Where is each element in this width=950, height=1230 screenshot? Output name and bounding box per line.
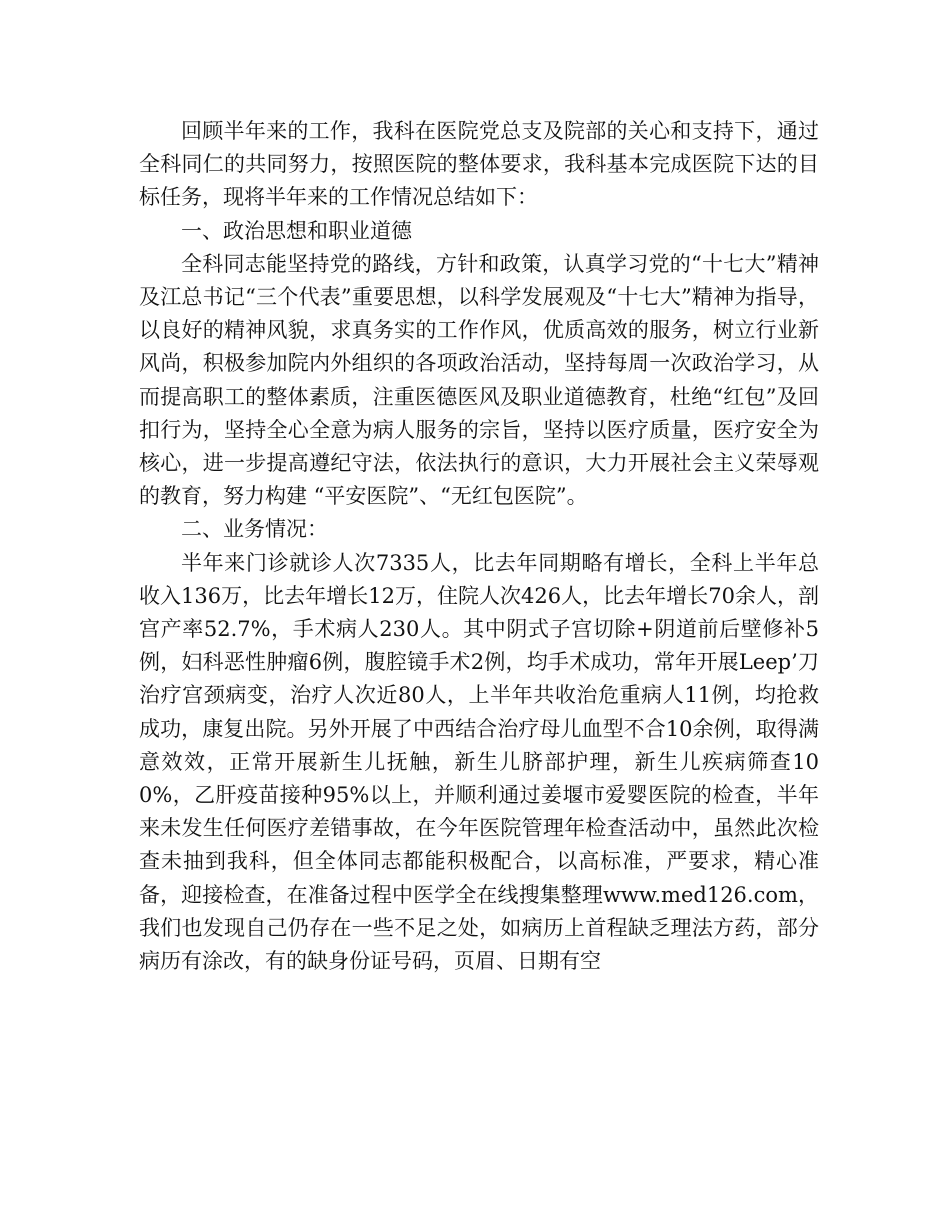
business-paragraph: 半年来门诊就诊人次7335人，比去年同期略有增长，全科上半年总收入136万，比去年增长12万，住院人次426人，比去年增长70余人，剖宫产率52.7%，手术病人230人。其中阴式子宫切除+阴道前后壁修补5例，妇科恶性肿瘤6例，腹腔镜手术2例，均手术成功，常年开展Leep’刀治疗宫颈病变，治疗人次近80人，上半年共收治危重病人11例，均抢救成功，康复出院。另外开展了中西结合治疗母儿血型不合10余例，取得满意效效，正常开展新生儿抚触，新生儿脐部护理，新生儿疾病筛查100%，乙肝疫苗接种95%以上，并顺利通过姜堰市爱婴医院的检查，半年来未发生任何医疗差错事故，在今年医院管理年检查活动中，虽然此次检查未抽到我科，但全体同志都能积极配合，以高标准，严要求，精心准备，迎接检查，在准备过程中医学全在线搜集整理www.med126.com，我们也发现自己仍存在一些不足之处，如病历上首程缺乏理法方药，部分病历有涂改，有的缺身份证号码，页眉、日期有空	[139, 550, 819, 974]
intro-paragraph: 回顾半年来的工作，我科在医院党总支及院部的关心和支持下，通过全科同仁的共同努力，按照医院的整体要求，我科基本完成医院下达的目标任务，现将半年来的工作情况总结如下：	[139, 119, 819, 210]
politics-paragraph: 全科同志能坚持党的路线，方针和政策，认真学习党的“十七大”精神及江总书记“三个代表”重要思想，以科学发展观及“十七大”精神为指导，以良好的精神风貌，求真务实的工作作风，优质高效的服务，树立行业新风尚，积极参加院内外组织的各项政治活动，坚持每周一次政治学习，从而提高职工的整体素质，注重医德医风及职业道德教育，杜绝“红包”及回扣行为，坚持全心全意为病人服务的宗旨，坚持以医疗质量，医疗安全为核心，进一步提高遵纪守法，依法执行的意识，大力开展社会主义荣辱观的教育，努力构建 “平安医院”、“无红包医院”。	[139, 251, 819, 509]
section-heading-politics: 一、政治思想和职业道德	[181, 218, 412, 243]
document-body	[139, 115, 819, 978]
section-heading-business: 二、业务情况：	[181, 517, 328, 542]
